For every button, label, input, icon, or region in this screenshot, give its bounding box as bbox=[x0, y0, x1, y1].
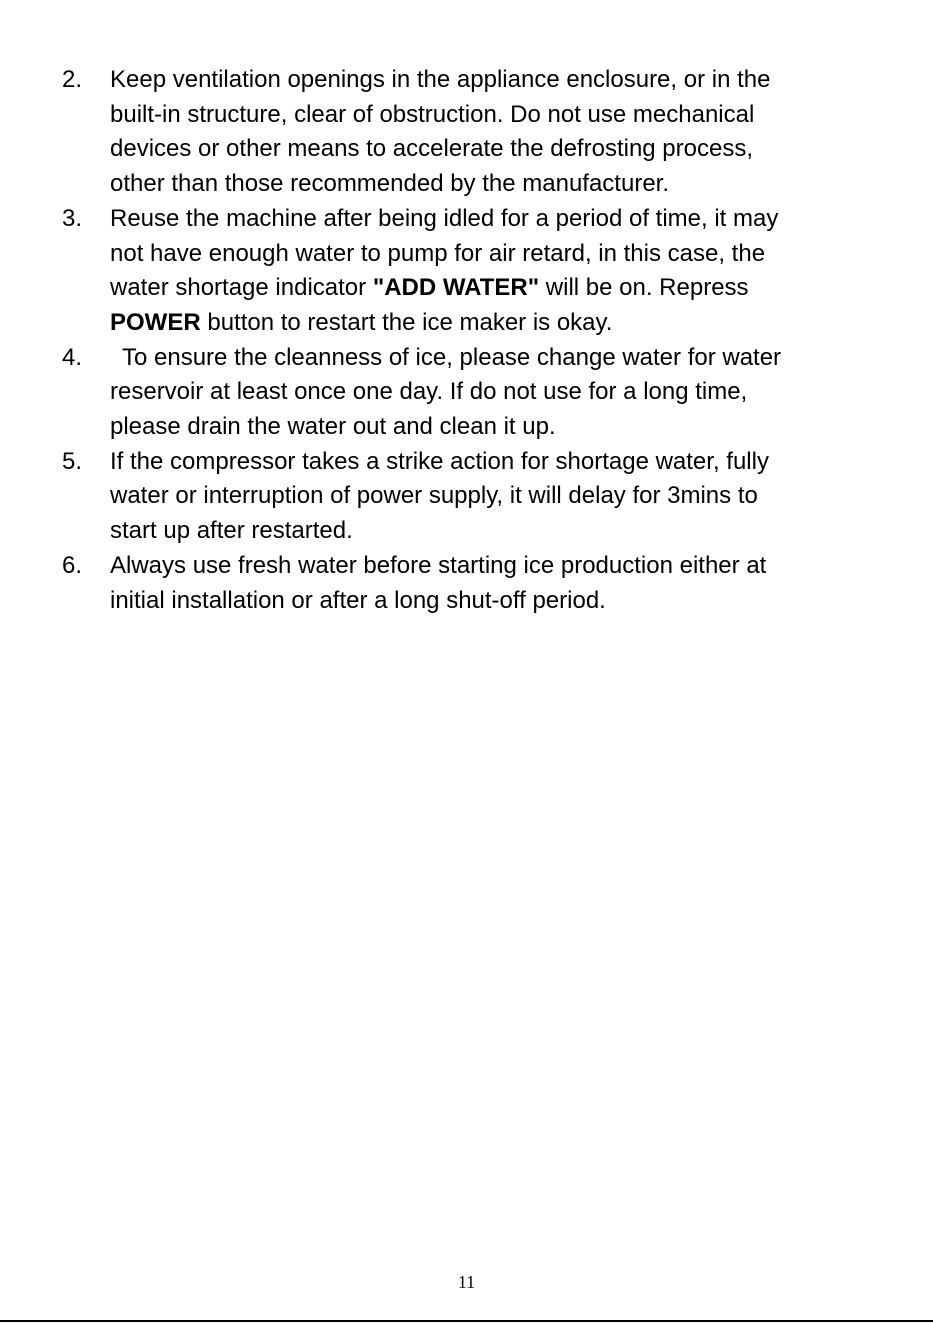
text-line: devices or other means to accelerate the defrosting process, bbox=[110, 135, 754, 163]
list-item-5 bbox=[62, 445, 902, 549]
item-text bbox=[110, 341, 902, 445]
text-line: Reuse the machine after being idled for a period of time, it may bbox=[110, 204, 779, 232]
item-number: 2. bbox=[62, 66, 83, 93]
bottom-divider bbox=[0, 1320, 933, 1322]
page-number: 11 bbox=[457, 1272, 476, 1292]
text-line: please drain the water out and clean it up. bbox=[110, 413, 556, 441]
text-line: not have enough water to pump for air retard, in this case, the bbox=[110, 239, 766, 267]
item-text bbox=[110, 549, 902, 618]
item-number: 5. bbox=[62, 447, 83, 475]
item-number: 3. bbox=[62, 204, 83, 232]
text-line: To ensure the cleanness of ice, please change water for water bbox=[122, 343, 782, 371]
text-line bbox=[110, 271, 902, 306]
text-line: reservoir at least once one day. If do not use for a long time, bbox=[110, 378, 748, 406]
instruction-list bbox=[62, 63, 902, 618]
list-item-3 bbox=[62, 202, 902, 341]
item-text bbox=[110, 445, 902, 549]
text-line bbox=[110, 306, 902, 341]
item-number: 6. bbox=[62, 551, 83, 579]
item-text bbox=[110, 63, 902, 202]
item-text bbox=[110, 202, 902, 341]
text-line: start up after restarted. bbox=[110, 517, 353, 545]
power-button-label: POWER bbox=[110, 308, 201, 336]
text-line: Always use fresh water before starting ice production either at bbox=[110, 551, 767, 579]
list-item-4 bbox=[62, 341, 902, 445]
text-line: Keep ventilation openings in the appliance enclosure, or in the bbox=[110, 66, 771, 93]
text-segment: water shortage indicator bbox=[110, 274, 373, 302]
text-line: If the compressor takes a strike action for shortage water, fully bbox=[110, 447, 769, 475]
list-item-2 bbox=[62, 63, 902, 202]
text-line: built-in structure, clear of obstruction. Do not use mechanical bbox=[110, 100, 755, 128]
list-item-6 bbox=[62, 549, 902, 618]
add-water-indicator-label: "ADD WATER" bbox=[372, 274, 540, 302]
text-line: water or interruption of power supply, it will delay for 3mins to bbox=[110, 482, 758, 510]
text-segment: will be on. Repress bbox=[539, 274, 749, 302]
item-number: 4. bbox=[62, 343, 83, 371]
text-line: initial installation or after a long shut-off period. bbox=[110, 586, 606, 614]
text-line: other than those recommended by the manufacturer. bbox=[110, 170, 669, 198]
text-segment: button to restart the ice maker is okay. bbox=[200, 308, 613, 336]
